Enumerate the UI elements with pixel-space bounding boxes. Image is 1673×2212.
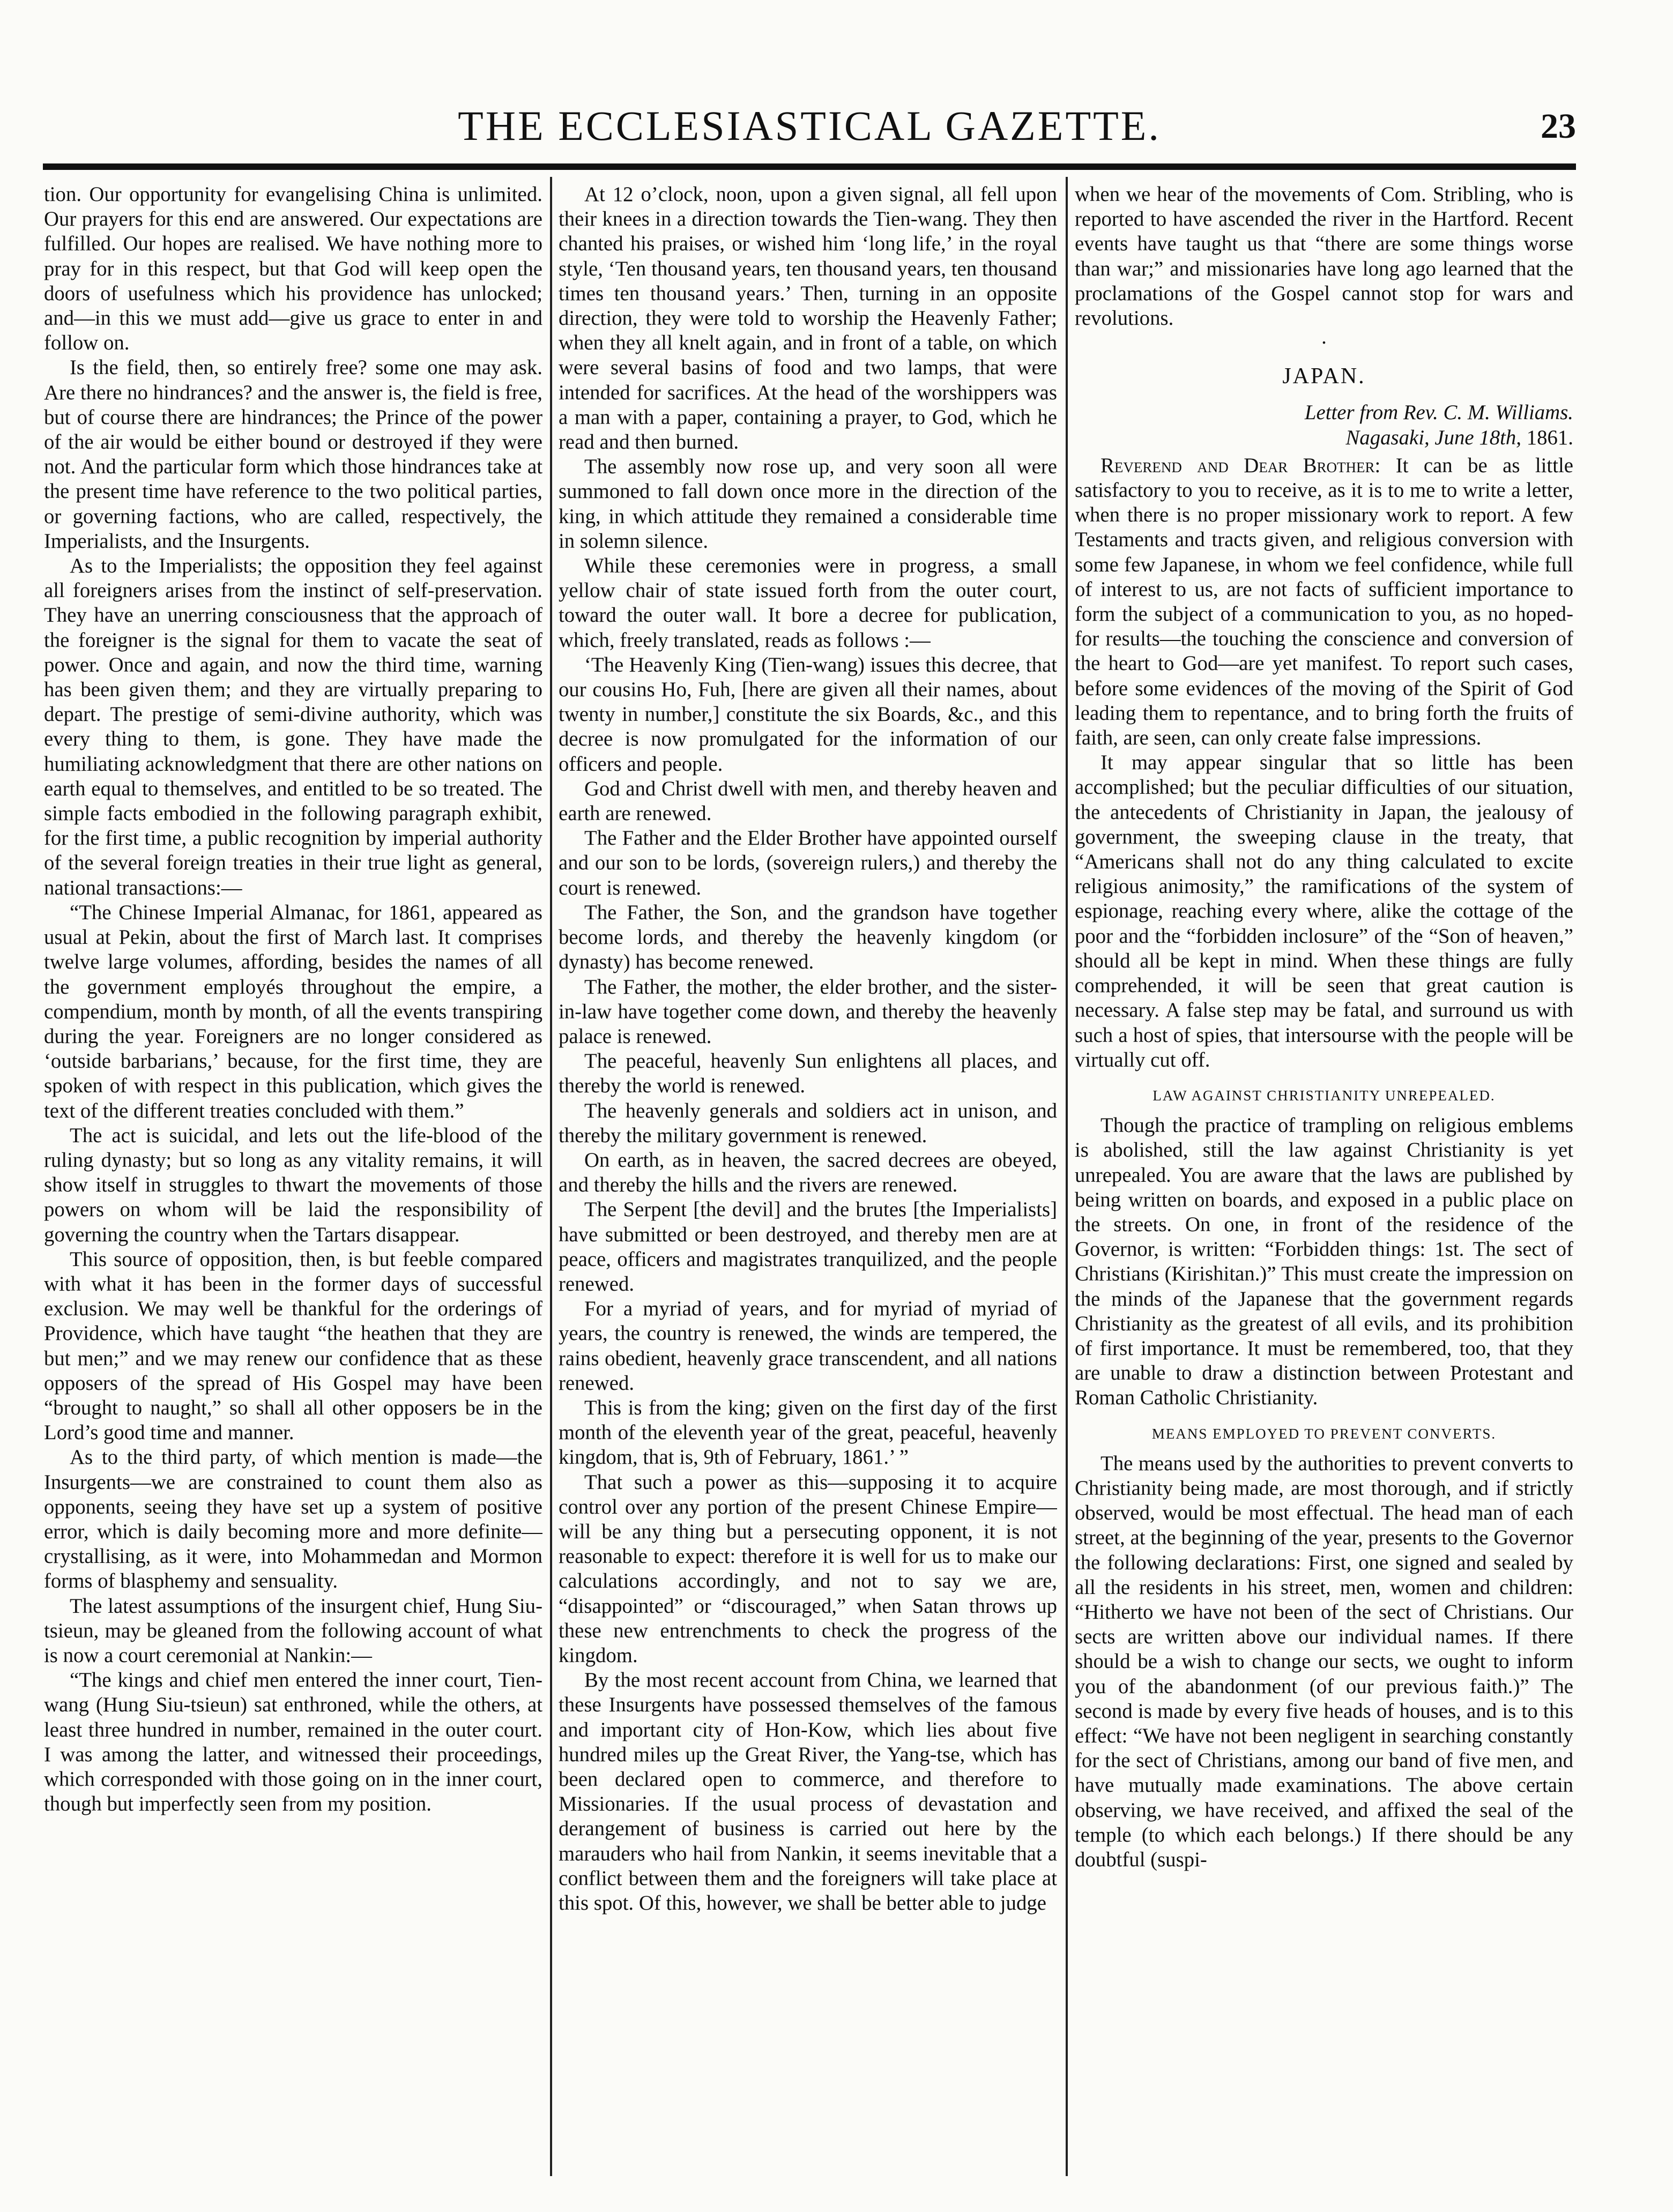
- paragraph: By the most recent account from China, we learned that these Insurgents have possessed themselves of the famous and important city of Hon-Kow, which lies about five hundred miles up the Great River, the Yang-tse, which has been declared open to commerce, and therefore to Missionaries. If the usual process of devastation and derangement of business is carried out here by the marauders who hail from Nankin, it seems inevitable that a conflict between them and the foreigners will take place at this spot. Of this, however, we shall be better able to judge: [559, 1669, 1057, 1915]
- paragraph: As to the Imperialists; the opposition they feel against all foreigners arises from the instinct of self-preservation. They have an unerring consciousness that the approach of the foreigner is the signal for them to vacate the seat of power. Once and again, and now the third time, warning has been given them; and they are virtually preparing to depart. The prestige of semi-divine authority, which was every thing to them, is gone. They have made the humiliating acknowledgment that there are other nations on earth equal to themselves, and entitled to be so treated. The simple facts embodied in the following paragraph exhibit, for the first time, a public recognition by imperial authority of the several foreign treaties in their true light as general, national transactions:—: [44, 554, 542, 899]
- salutation: Reverend and Dear Brother:: [1101, 453, 1381, 477]
- quotation: “The Chinese Imperial Almanac, for 1861, appeared as usual at Pekin, about the first of March last. It comprises twelve large volumes, affording, besides the names of all the government employés throughout the empire, a compendium, month by month, of all the events transpiring during the year. Foreigners are no longer considered as ‘outside barbarians,’ because, for the first time, they are spoken of with respect in this publication, which gives the text of the different treaties concluded with them.”: [44, 900, 542, 1122]
- paragraph: As to the third party, of which mention is made—the Insurgents—we are constrained to count them also as opponents, seeing they have set up a system of positive error, which is daily becoming more and more definite—crystallising, as it were, into Mohammedan and Mormon forms of blasphemy and sensuality.: [44, 1446, 542, 1593]
- decree-paragraph: For a myriad of years, and for myriad of myriad of years, the country is renewed, the winds are tempered, the rains obedient, heavenly grace transcendent, and all nations renewed.: [559, 1297, 1057, 1395]
- masthead: [43, 102, 1576, 161]
- decree-paragraph: The Father and the Elder Brother have appointed ourself and our son to be lords, (sovereign rulers,) and thereby the court is renewed.: [559, 826, 1057, 899]
- paragraph: The means used by the authorities to prevent converts to Christianity being made, are most thorough, and if strictly observed, would be most effectual. The head man of each street, at the beginning of the year, presents to the Governor the following declarations: First, one signed and sealed by all the residents in his street, men, women and children: “Hitherto we have not been of the sect of Christians. Our sects are written above our individual names. If there should be a wish to change our sects, we ought to inform you of the abandonment (of our previous faith.)” The second is made by every five heads of houses, and is to this effect: “We have not been negligent in searching constantly for the sect of Christians, among our band of five men, and have mutually made examinations. The above certain observing, we have received, and affixed the seal of the temple (to which each belongs.) If there should be any doubtful (suspi-: [1075, 1451, 1573, 1871]
- masthead-rule: [43, 163, 1576, 170]
- decree-paragraph: God and Christ dwell with men, and thereby heaven and earth are renewed.: [559, 777, 1057, 825]
- column-divider: [1066, 177, 1068, 2176]
- paragraph: tion. Our opportunity for evangelising China is unlimited. Our prayers for this end are answered. Our expectations are fulfilled. Our hopes are realised. We have nothing more to pray for in this respect, but that God will keep open the doors of usefulness which his providence has unlocked; and—in this we must add—give us grace to enter in and follow on.: [44, 183, 542, 355]
- decree-paragraph: The Father, the Son, and the grandson have together become lords, and thereby the heavenly kingdom (or dynasty) has become renewed.: [559, 900, 1057, 974]
- section-heading-japan: JAPAN.: [1282, 364, 1366, 389]
- paragraph: It may appear singular that so little has been accomplished; but the peculiar difficulties of our situation, the antecedents of Christianity in Japan, the jealousy of government, the sweeping clause in the treaty, that “Americans shall not do any thing calculated to excite religious animosity,” the ramifications of the system of espionage, reaching every where, alike the cottage of the poor and the “forbidden inclosure” of the “Son of heaven,” should all be kept in mind. When these things are fully comprehended, it will be seen that great caution is necessary. A false step may be fatal, and surround us with such a host of spies, that intersourse with the people will be virtually cut off.: [1075, 751, 1573, 1071]
- decree-paragraph: ‘The Heavenly King (Tien-wang) issues this decree, that our cousins Ho, Fuh, [here are given all their names, about twenty in number,] constitute the six Boards, &c., and this decree is now promulgated for the information of our officers and people.: [559, 653, 1057, 776]
- decree-paragraph: This is from the king; given on the first day of the first month of the eleventh year of the great, peaceful, heavenly kingdom, that is, 9th of February, 1861.’ ”: [559, 1396, 1057, 1469]
- paragraph: This source of opposition, then, is but feeble compared with what it has been in the former days of successful exclusion. We may well be thankful for the orderings of Providence, which have taught “the heathen that they are but men;” and we may renew our confidence that as these opposers of the spread of His Gospel may have been “brought to naught,” so shall all other opposers be in the Lord’s good time and manner.: [44, 1247, 542, 1444]
- column-left: [44, 182, 542, 2165]
- subheading-law: LAW AGAINST CHRISTIANITY UNREPEALED.: [1152, 1087, 1496, 1104]
- publication-title: THE ECCLESIASTICAL GAZETTE.: [458, 102, 1161, 149]
- decree-paragraph: The heavenly generals and soldiers act in unison, and thereby the military government is renewed.: [559, 1099, 1057, 1147]
- decree-paragraph: On earth, as in heaven, the sacred decrees are obeyed, and thereby the hills and the rivers are renewed.: [559, 1148, 1057, 1197]
- separator-dot: ·: [1320, 331, 1328, 355]
- column-middle: [559, 182, 1057, 2165]
- paragraph: The latest assumptions of the insurgent chief, Hung Siu-tsieun, may be gleaned from the following account of what is now a court ceremonial at Nankin:—: [44, 1594, 542, 1667]
- letter-dateline: [1075, 426, 1573, 450]
- paragraph: The act is suicidal, and lets out the life-blood of the ruling dynasty; but so long as any vitality remains, it will show itself in struggles to thwart the movements of those powers on whom will be laid the responsibility of governing the country when the Tartars disappear.: [44, 1123, 542, 1246]
- paragraph: when we hear of the movements of Com. Stribling, who is reported to have ascended the river in the Hartford. Recent events have taught us that “there are some things worse than war;” and missionaries have long ago learned that the proclamations of the Gospel cannot stop for wars and revolutions.: [1075, 183, 1573, 330]
- paragraph: Is the field, then, so entirely free? some one may ask. Are there no hindrances? and the answer is, the field is free, but of course there are hindrances; the Prince of the power of the air would be either bound or destroyed if they were not. And the particular form which those hindrances take at the present time have reference to the two political parties, or governing factions, who are called, respectively, the Imperialists, and the Insurgents.: [44, 356, 542, 553]
- dateline-place: Nagasaki, June 18th,: [1345, 426, 1521, 449]
- page-number: 23: [1541, 107, 1576, 146]
- decree-paragraph: The Father, the mother, the elder brother, and the sister-in-law have together come down, and thereby the heavenly palace is renewed.: [559, 975, 1057, 1048]
- letter-byline: Letter from Rev. C. M. Williams.: [1304, 401, 1573, 424]
- paragraph: Though the practice of trampling on religious emblems is abolished, still the law against Christianity is yet unrepealed. You are aware that the laws are published by being written on boards, and exposed in a public place on the streets. On one, in front of the residence of the Governor, is written: “Forbidden things: 1st. The sect of Christians (Kirishitan.)” This must create the impression on the minds of the Japanese that the government regards Christianity as the greatest of all evils, and its prohibition of first importance. It must be remembered, too, that they are unable to draw a distinction between Protestant and Roman Catholic Christianity.: [1075, 1114, 1573, 1410]
- paragraph-text: It can be as little satisfactory to you to receive, as it is to me to write a letter, when there is no proper missionary work to report. A few Testaments and tracts given, and religious conversion with some few Japanese, in whom we feel confidence, while full of interest to us, are not facts of sufficient importance to form the subject of a communication to you, as no hoped-for results—the touching the conscience and conversion of the heart to God—are yet manifest. To report such cases, before some evidences of the moving of the Spirit of God leading them to repentance, and to bring forth the fruits of faith, are seen, can only create false impressions.: [1075, 453, 1573, 750]
- paragraph: At 12 o’clock, noon, upon a given signal, all fell upon their knees in a direction towards the Tien-wang. They then chanted his praises, or wished him ‘long life,’ in the royal style, ‘Ten thousand years, ten thousand years, ten thousand times ten thousand years.’ Then, turning in an opposite direction, they were told to worship the Heavenly Father; when they all knelt again, and in front of a table, on which were several basins of food and two lamps, that were intended for sacrifices. At the head of the worshippers was a man with a paper, containing a prayer, to God, which he read and then burned.: [559, 183, 1057, 454]
- paragraph: The assembly now rose up, and very soon all were summoned to fall down once more in the direction of the king, in which attitude they remained a considerable time in solemn silence.: [559, 455, 1057, 553]
- column-divider: [550, 177, 552, 2176]
- subheading-means: MEANS EMPLOYED TO PREVENT CONVERTS.: [1151, 1425, 1497, 1442]
- paragraph: [1075, 453, 1573, 750]
- decree-paragraph: The Serpent [the devil] and the brutes [the Imperialists] have submitted or been destroyed, and thereby men are at peace, officers and magistrates tranquilized, and the people renewed.: [559, 1198, 1057, 1295]
- dateline-year: 1861.: [1526, 426, 1573, 449]
- paragraph: That such a power as this—supposing it to acquire control over any portion of the present Chinese Empire—will be any thing but a persecuting opponent, it is not reasonable to expect: therefore it is well for us to make our calculations accordingly, and not to say we are, “disappointed” or “discouraged,” when Satan throws up these new entrenchments to check the progress of the kingdom.: [559, 1470, 1057, 1667]
- decree-paragraph: The peaceful, heavenly Sun enlightens all places, and thereby the world is renewed.: [559, 1049, 1057, 1098]
- quotation: “The kings and chief men entered the inner court, Tien-wang (Hung Siu-tsieun) sat enthroned, while the others, at least three hundred in number, remained in the outer court. I was among the latter, and witnessed their proceedings, which corresponded with those going on in the inner court, though but imperfectly seen from my position.: [44, 1669, 542, 1816]
- paragraph: While these ceremonies were in progress, a small yellow chair of state issued forth from the outer court, toward the outer wall. It bore a decree for publication, which, freely translated, reads as follows :—: [559, 554, 1057, 652]
- column-right: [1075, 182, 1573, 2165]
